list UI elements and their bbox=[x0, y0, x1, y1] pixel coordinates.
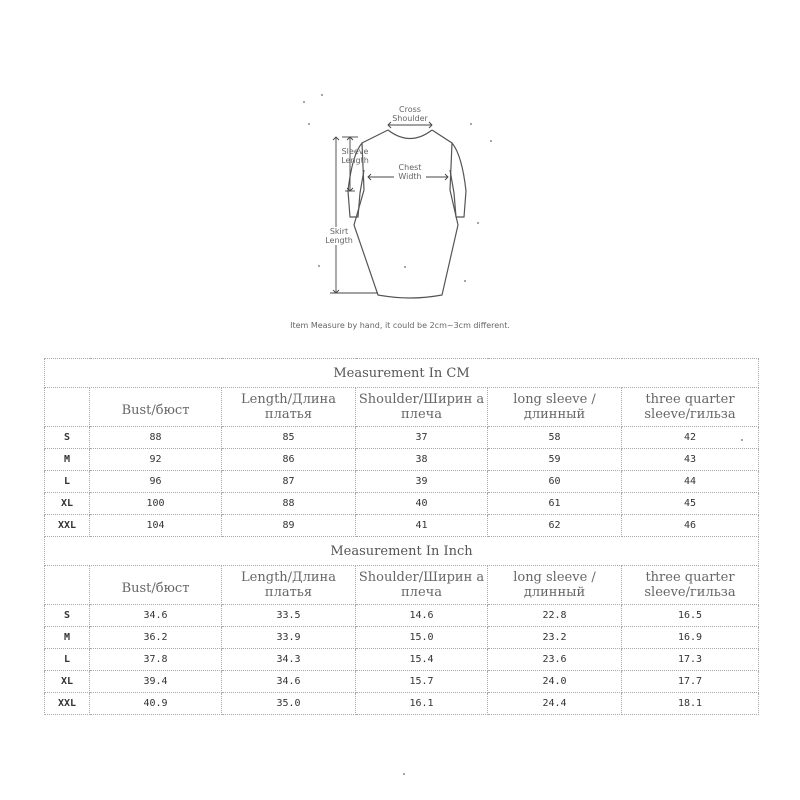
header-size bbox=[45, 566, 90, 605]
header-three-quarter-sleeve: three quarter sleeve/гильза bbox=[622, 566, 759, 605]
length-cell: 89 bbox=[222, 515, 356, 537]
length-cell: 33.9 bbox=[222, 627, 356, 649]
bust-cell: 34.6 bbox=[90, 605, 222, 627]
bust-cell: 39.4 bbox=[90, 671, 222, 693]
speck bbox=[464, 280, 466, 282]
table-row bbox=[45, 493, 759, 515]
shoulder-cell: 15.4 bbox=[356, 649, 488, 671]
three-quarter-sleeve-cell: 17.7 bbox=[622, 671, 759, 693]
table-row bbox=[45, 605, 759, 627]
bust-cell: 100 bbox=[90, 493, 222, 515]
speck bbox=[403, 773, 405, 775]
header-bust: Bust/бюст bbox=[90, 388, 222, 427]
header-long-sleeve: long sleeve /длинный bbox=[488, 388, 622, 427]
long-sleeve-cell: 23.6 bbox=[488, 649, 622, 671]
header-length: Length/Длина платья bbox=[222, 388, 356, 427]
three-quarter-sleeve-cell: 44 bbox=[622, 471, 759, 493]
size-table-cm bbox=[44, 358, 759, 537]
size-cell: S bbox=[45, 605, 90, 627]
bust-cell: 36.2 bbox=[90, 627, 222, 649]
chest-width-label: Chest Width bbox=[394, 163, 426, 181]
dress-diagram bbox=[290, 95, 520, 310]
long-sleeve-cell: 62 bbox=[488, 515, 622, 537]
size-cell: L bbox=[45, 471, 90, 493]
length-cell: 86 bbox=[222, 449, 356, 471]
sleeve-length-label: Sleeve Length bbox=[341, 147, 369, 165]
speck bbox=[308, 123, 310, 125]
size-cell: XL bbox=[45, 671, 90, 693]
speck bbox=[404, 266, 406, 268]
size-cell: M bbox=[45, 627, 90, 649]
three-quarter-sleeve-cell: 42 bbox=[622, 427, 759, 449]
table-row bbox=[45, 471, 759, 493]
speck bbox=[470, 123, 472, 125]
measurement-note: Item Measure by hand, it could be 2cm~3cm different. bbox=[290, 321, 510, 330]
shoulder-cell: 39 bbox=[356, 471, 488, 493]
bust-cell: 88 bbox=[90, 427, 222, 449]
skirt-length-label: Skirt Length bbox=[325, 227, 353, 245]
speck bbox=[318, 265, 320, 267]
long-sleeve-cell: 60 bbox=[488, 471, 622, 493]
long-sleeve-cell: 61 bbox=[488, 493, 622, 515]
table-row bbox=[45, 627, 759, 649]
size-cell: XXL bbox=[45, 515, 90, 537]
shoulder-cell: 15.7 bbox=[356, 671, 488, 693]
size-cell: XXL bbox=[45, 693, 90, 715]
speck bbox=[477, 222, 479, 224]
shoulder-cell: 15.0 bbox=[356, 627, 488, 649]
long-sleeve-cell: 58 bbox=[488, 427, 622, 449]
length-cell: 88 bbox=[222, 493, 356, 515]
table-row bbox=[45, 449, 759, 471]
table-row bbox=[45, 693, 759, 715]
cross-shoulder-label: Cross Shoulder bbox=[392, 105, 428, 123]
size-cell: S bbox=[45, 427, 90, 449]
long-sleeve-cell: 59 bbox=[488, 449, 622, 471]
size-cell: XL bbox=[45, 493, 90, 515]
header-size bbox=[45, 388, 90, 427]
three-quarter-sleeve-cell: 16.5 bbox=[622, 605, 759, 627]
table-row bbox=[45, 671, 759, 693]
long-sleeve-cell: 22.8 bbox=[488, 605, 622, 627]
length-cell: 35.0 bbox=[222, 693, 356, 715]
shoulder-cell: 38 bbox=[356, 449, 488, 471]
table-title: Measurement In Inch bbox=[45, 537, 759, 566]
bust-cell: 96 bbox=[90, 471, 222, 493]
three-quarter-sleeve-cell: 46 bbox=[622, 515, 759, 537]
size-cell: M bbox=[45, 449, 90, 471]
bust-cell: 37.8 bbox=[90, 649, 222, 671]
header-bust: Bust/бюст bbox=[90, 566, 222, 605]
speck bbox=[741, 439, 743, 441]
shoulder-cell: 37 bbox=[356, 427, 488, 449]
header-length: Length/Длина платья bbox=[222, 566, 356, 605]
table-row bbox=[45, 515, 759, 537]
table-header-row bbox=[45, 566, 759, 605]
speck bbox=[490, 140, 492, 142]
length-cell: 33.5 bbox=[222, 605, 356, 627]
long-sleeve-cell: 24.4 bbox=[488, 693, 622, 715]
size-cell: L bbox=[45, 649, 90, 671]
shoulder-cell: 16.1 bbox=[356, 693, 488, 715]
bust-cell: 104 bbox=[90, 515, 222, 537]
long-sleeve-cell: 24.0 bbox=[488, 671, 622, 693]
three-quarter-sleeve-cell: 43 bbox=[622, 449, 759, 471]
table-row bbox=[45, 427, 759, 449]
dress-outline-icon bbox=[290, 95, 520, 310]
table-row bbox=[45, 649, 759, 671]
length-cell: 85 bbox=[222, 427, 356, 449]
header-shoulder: Shoulder/Ширин а плеча bbox=[356, 566, 488, 605]
table-title: Measurement In CM bbox=[45, 359, 759, 388]
three-quarter-sleeve-cell: 17.3 bbox=[622, 649, 759, 671]
size-table-inch bbox=[44, 536, 759, 715]
three-quarter-sleeve-cell: 16.9 bbox=[622, 627, 759, 649]
header-long-sleeve: long sleeve /длинный bbox=[488, 566, 622, 605]
length-cell: 34.3 bbox=[222, 649, 356, 671]
shoulder-cell: 40 bbox=[356, 493, 488, 515]
header-three-quarter-sleeve: three quarter sleeve/гильза bbox=[622, 388, 759, 427]
bust-cell: 40.9 bbox=[90, 693, 222, 715]
header-shoulder: Shoulder/Ширин а плеча bbox=[356, 388, 488, 427]
three-quarter-sleeve-cell: 45 bbox=[622, 493, 759, 515]
table-header-row bbox=[45, 388, 759, 427]
speck bbox=[321, 94, 323, 96]
length-cell: 34.6 bbox=[222, 671, 356, 693]
bust-cell: 92 bbox=[90, 449, 222, 471]
shoulder-cell: 41 bbox=[356, 515, 488, 537]
length-cell: 87 bbox=[222, 471, 356, 493]
three-quarter-sleeve-cell: 18.1 bbox=[622, 693, 759, 715]
speck bbox=[303, 101, 305, 103]
long-sleeve-cell: 23.2 bbox=[488, 627, 622, 649]
shoulder-cell: 14.6 bbox=[356, 605, 488, 627]
